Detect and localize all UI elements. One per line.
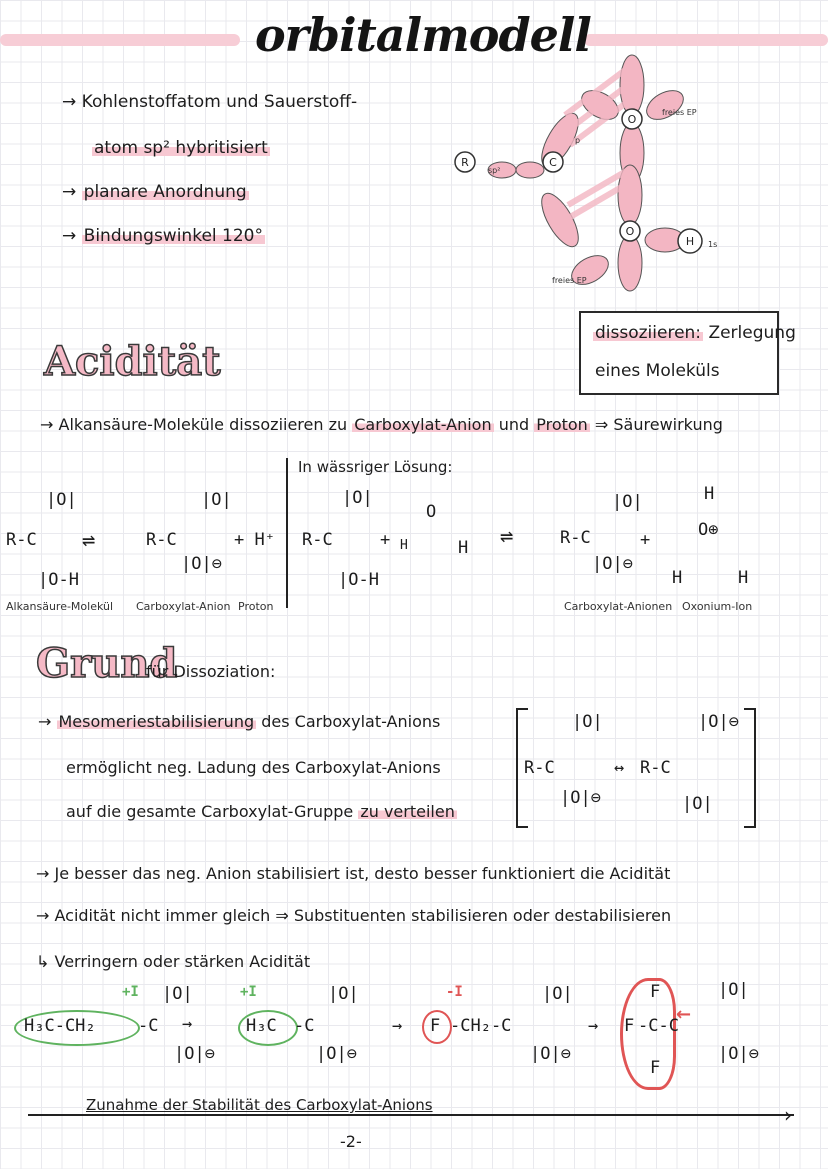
ex3-top: |O|	[542, 984, 573, 1004]
atom-c-label: C	[549, 156, 557, 169]
eq-left-reactant-bottom: |O-H	[38, 570, 79, 590]
ex4-rest: -C-C	[638, 1016, 679, 1036]
ex1-arrow: →	[182, 1014, 193, 1034]
eq-left-reactant-main: R-C	[6, 530, 37, 550]
substituent-line-3: ↳ Verringern oder stärken Acidität	[36, 952, 311, 971]
substituent-line-1: → Je besser das neg. Anion stabilisiert ist, desto besser funktioniert die Acidität	[36, 864, 671, 883]
oxonium-o: O⊕	[698, 520, 719, 540]
resonance-right-bottom: |O|	[682, 794, 713, 814]
eq-left-caption-3: Proton	[238, 600, 274, 613]
ex4-bottom: |O|⊖	[718, 1044, 759, 1064]
ex2-effect: +I	[240, 984, 257, 1000]
eq-right-reactant-bottom: |O-H	[338, 570, 379, 590]
definition-text-2: eines Moleküls	[595, 361, 720, 381]
reason-heading: Grund	[36, 640, 178, 687]
eq-right-water-h1: H	[400, 538, 408, 553]
resonance-left-main: R-C	[524, 758, 555, 778]
free-ep-top-label: freies EP	[662, 108, 697, 117]
free-ep-bottom-label: freies EP	[552, 276, 587, 285]
ex4-pull-arrow-icon: ←	[676, 1004, 692, 1025]
orbital-1s-label: 1s	[708, 240, 718, 249]
conclusion-arrow-line	[28, 1114, 794, 1116]
ex3-group: F	[430, 1016, 441, 1036]
resonance-right-top: |O|⊖	[698, 712, 739, 732]
reason-line-2: ermöglicht neg. Ladung des Carboxylat-Anions	[66, 758, 441, 777]
eq-left-caption-1: Alkansäure-Molekül	[6, 600, 114, 613]
eq-left-arrow: ⇌	[82, 528, 96, 553]
ex2-bottom: |O|⊖	[316, 1044, 357, 1064]
page-title: orbitalmodell	[255, 8, 591, 62]
atom-r-label: R	[461, 156, 469, 169]
ex1-group: H₃C-CH₂	[24, 1016, 96, 1036]
ex1-top: |O|	[162, 984, 193, 1004]
eq-left-caption-2: Carboxylat-Anion	[136, 600, 231, 613]
ex4-top: |O|	[718, 980, 749, 1000]
eq-left-reactant-top: |O|	[46, 490, 77, 510]
resonance-structure	[516, 708, 756, 828]
reason-line-1: → Mesomeriestabilisierung des Carboxylat-Anions	[38, 712, 441, 731]
eq-right-water-h2: H	[458, 538, 469, 558]
orbital-bullet-4: → Bindungswinkel 120°	[62, 226, 263, 246]
ex4-f-top: F	[650, 982, 661, 1002]
eq-right-caption-2: Oxonium-Ion	[682, 600, 753, 613]
ex3-arrow: →	[392, 1016, 403, 1036]
eq-left-product-top: |O|	[201, 490, 232, 510]
definition-text-1: Zerlegung	[708, 323, 796, 343]
resonance-left-top: |O|	[572, 712, 603, 732]
ex1-bottom: |O|⊖	[174, 1044, 215, 1064]
ex1-effect: +I	[122, 984, 139, 1000]
page-number: -2-	[340, 1132, 362, 1151]
orbital-bullet-1: → Kohlenstoffatom und Sauerstoff-	[62, 92, 358, 112]
ex2-top: |O|	[328, 984, 359, 1004]
eq-right-product-top: |O|	[612, 492, 643, 512]
ex3-bottom: |O|⊖	[530, 1044, 571, 1064]
eq-right-product-main: R-C	[560, 528, 591, 548]
ex4-f-bottom: F	[650, 1058, 661, 1078]
resonance-arrow: ↔	[614, 758, 625, 778]
ex2-rest: -C	[294, 1016, 315, 1036]
equation-divider	[286, 458, 288, 608]
aqueous-label: In wässriger Lösung:	[298, 458, 453, 476]
ex4-arrow: →	[588, 1016, 599, 1036]
title-bar-left	[0, 34, 240, 46]
eq-right-reactant-top: |O|	[342, 488, 373, 508]
ex3-rest: -CH₂-C	[450, 1016, 512, 1036]
resonance-left-bottom: |O|⊖	[560, 788, 601, 808]
orbital-bullet-2: atom sp² hybritisiert	[94, 138, 268, 158]
eq-left-product-main: R-C	[146, 530, 177, 550]
conclusion-text: Zunahme der Stabilität des Carboxylat-Anions	[86, 1096, 433, 1114]
definition-term: dissoziieren:	[595, 323, 702, 343]
conclusion-arrow-head-icon: ›	[784, 1103, 792, 1127]
reason-line-3: auf die gesamte Carboxylat-Gruppe zu verteilen	[66, 802, 455, 821]
ex4-group: F	[624, 1016, 635, 1036]
eq-right-reactant-main: R-C	[302, 530, 333, 550]
eq-right-caption-1: Carboxylat-Anionen	[564, 600, 673, 613]
ex2-group: H₃C	[246, 1016, 277, 1036]
eq-right-plus-2: +	[640, 530, 651, 550]
orbital-bullet-3: → planare Anordnung	[62, 182, 247, 202]
substituent-example-3	[392, 984, 602, 1084]
ex1-rest: -C	[138, 1016, 159, 1036]
resonance-right-main: R-C	[640, 758, 671, 778]
orbital-p-label: p	[575, 136, 581, 145]
orbital-sp2-label: sp²	[488, 166, 501, 175]
eq-left-plus-h: + H⁺	[234, 530, 275, 550]
oxonium-h-left: H	[672, 568, 683, 588]
oxonium-h-top: H	[704, 484, 715, 504]
substituent-example-4	[588, 974, 788, 1094]
equation-right	[302, 480, 822, 620]
acidity-heading: Acidität	[44, 338, 221, 385]
equation-left	[6, 480, 286, 620]
atom-o-bottom-label: O	[625, 225, 635, 238]
ex3-effect: -I	[446, 984, 463, 1000]
oxonium-h-right: H	[738, 568, 749, 588]
reason-heading-suffix: für Dissoziation:	[146, 662, 276, 681]
eq-right-plus-1: +	[380, 530, 391, 550]
definition-box	[579, 311, 796, 395]
substituent-example-1	[14, 984, 224, 1084]
atom-h-label: H	[685, 235, 695, 248]
substituent-line-2: → Acidität nicht immer gleich ⇒ Substituenten stabilisieren oder destabilisieren	[36, 906, 672, 925]
substituent-example-2	[238, 984, 388, 1084]
eq-left-product-bottom: |O|⊖	[181, 554, 222, 574]
acidity-statement: → Alkansäure-Moleküle dissoziieren zu Carboxylat-Anion und Proton ⇒ Säurewirkung	[40, 415, 723, 434]
atom-o-top-label: O	[627, 113, 637, 126]
orbital-diagram	[440, 45, 770, 295]
eq-right-water-o: O	[426, 502, 437, 522]
eq-right-arrow: ⇌	[500, 524, 514, 549]
eq-right-product-bottom: |O|⊖	[592, 554, 633, 574]
